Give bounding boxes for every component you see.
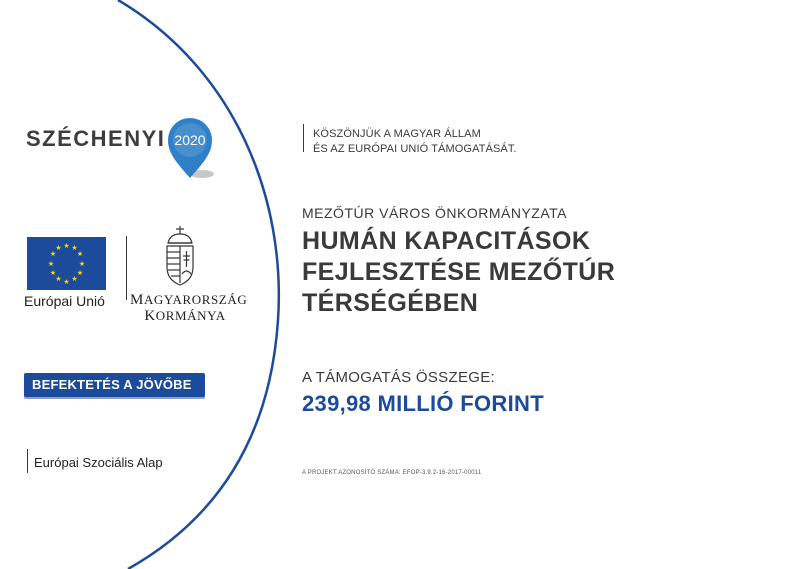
project-title-line-3: TÉRSÉGÉBEN <box>302 289 479 317</box>
project-id: A PROJEKT AZONOSÍTÓ SZÁMA: EFOP-3.9.2-16-2017-00011 <box>302 470 482 476</box>
fund-label: Európai Szociális Alap <box>34 455 163 470</box>
svg-text:★: ★ <box>76 269 84 277</box>
thanks-divider <box>303 124 304 152</box>
thanks-line-2: ÉS AZ EURÓPAI UNIÓ TÁMOGATÁSÁT. <box>313 143 517 155</box>
svg-text:★: ★ <box>78 260 86 268</box>
government-label: MAGYARORSZÁG KORMÁNYA <box>130 292 248 324</box>
organization-name: MEZŐTÚR VÁROS ÖNKORMÁNYZATA <box>302 205 567 221</box>
fund-divider <box>27 449 28 473</box>
svg-text:★: ★ <box>55 244 62 252</box>
szechenyi-2020-logo <box>26 116 216 186</box>
szechenyi-wordmark: SZÉCHENYI <box>26 126 166 151</box>
svg-text:★: ★ <box>71 275 78 283</box>
logo-divider <box>126 236 127 300</box>
project-title <box>302 226 682 319</box>
svg-text:★: ★ <box>63 278 70 286</box>
coat-of-arms-icon <box>160 225 200 287</box>
thanks-line-1: KÖSZÖNJÜK A MAGYAR ÁLLAM <box>313 128 481 140</box>
project-title-line-1: HUMÁN KAPACITÁSOK <box>302 227 591 255</box>
svg-text:★: ★ <box>47 260 55 268</box>
badge-label: BEFEKTETÉS A JÖVŐBE <box>32 377 192 392</box>
amount-value: 239,98 MILLIÓ FORINT <box>302 391 544 416</box>
eu-flag-icon <box>27 237 106 290</box>
svg-text:★: ★ <box>49 250 57 258</box>
project-title-line-2: FEJLESZTÉSE MEZŐTÚR <box>302 258 616 286</box>
eu-label: Európai Unió <box>24 293 105 309</box>
amount-label: A TÁMOGATÁS ÖSSZEGE: <box>302 369 495 386</box>
invest-future-badge <box>24 373 205 397</box>
szechenyi-year: 2020 <box>174 132 206 148</box>
thanks-text <box>313 127 517 157</box>
svg-text:★: ★ <box>63 242 70 250</box>
svg-text:★: ★ <box>76 250 84 258</box>
svg-text:★: ★ <box>71 244 78 252</box>
svg-text:★: ★ <box>55 275 62 283</box>
svg-text:★: ★ <box>49 269 57 277</box>
location-pin-icon <box>166 116 232 184</box>
